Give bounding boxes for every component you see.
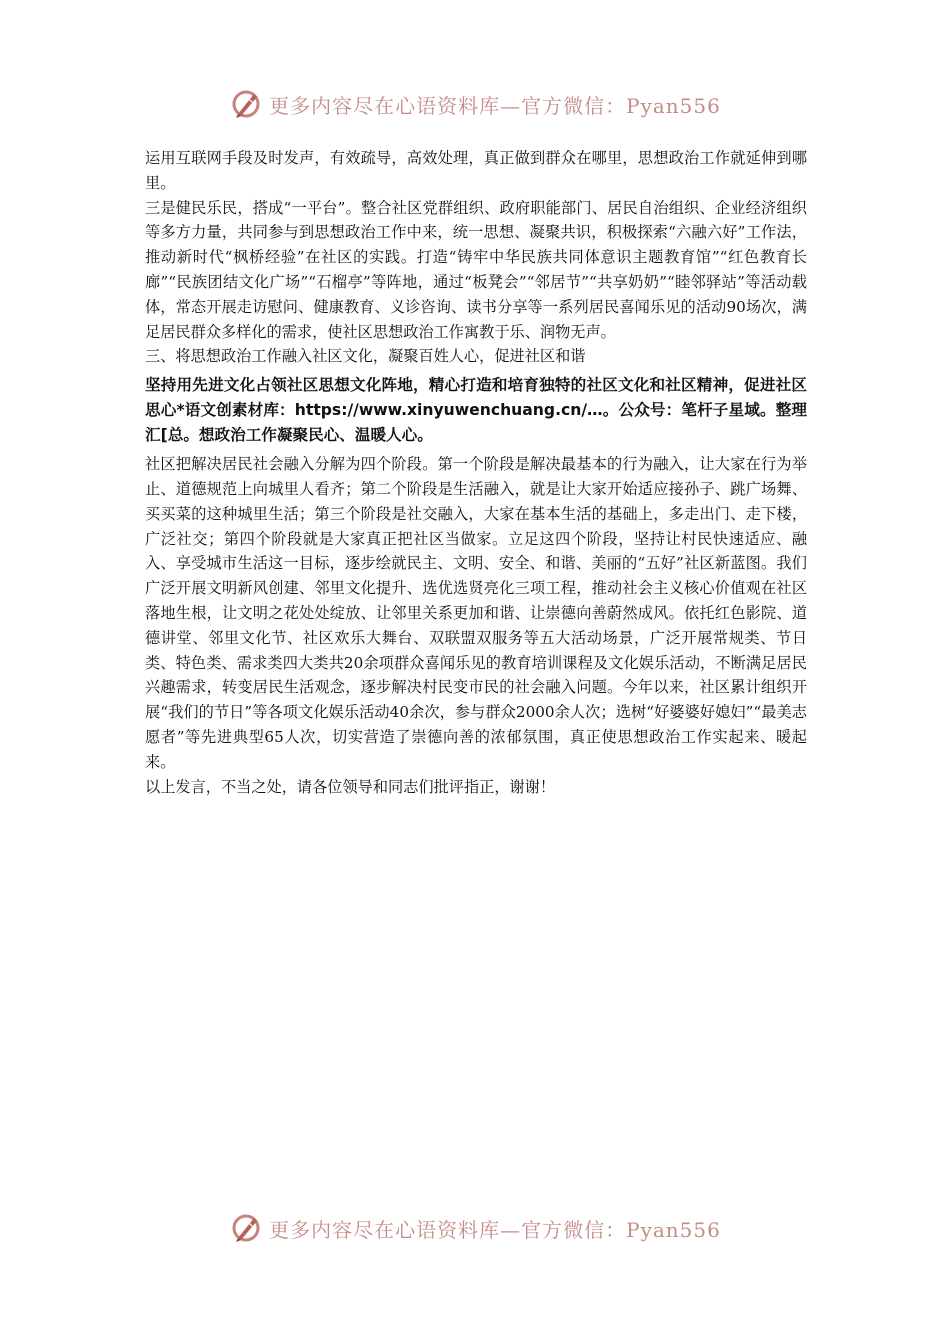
paragraph-continuation: 运用互联网手段及时发声，有效疏导，高效处理，真正做到群众在哪里，思想政治工作就延伸到哪里。 (145, 149, 807, 192)
paragraph-four-stages: 社区把解决居民社会融入分解为四个阶段。第一个阶段是解决最基本的行为融入，让大家在行为举止、道德规范上向城里人看齐；第二个阶段是生活融入，就是让大家开始适应接孙子、跳广场舞、买买菜的这种城里生活；第三个阶段是社交融入，大家在基本生活的基础上，多走出门、走下楼，广泛社交；第四个阶段就是大家真正把社区当做家。立足这四个阶段，坚持让村民快速适应、融入、享受城市生活这一目标，逐步绘就民主、文明、安全、和谐、美丽的“五好”社区新蓝图。我们广泛开展文明新风创建、邻里文化提升、选优选贤亮化三项工程，推动社会主义核心价值观在社区落地生根，让文明之花处处绽放、让邻里关系更加和谐、让崇德向善蔚然成风。依托红色影院、道德讲堂、邻里文化节、社区欢乐大舞台、双联盟双服务等五大活动场景，广泛开展常规类、节日类、特色类、需求类四大类共20余项群众喜闻乐见的教育培训课程及文化娱乐活动，不断满足居民兴趣需求，转变居民生活观念，逐步解决村民变市民的社会融入问题。今年以来，社区累计组织开展“我们的节日”等各项文化娱乐活动40余次，参与群众2000余人次；选树“好婆婆好媳妇”“最美志愿者”等先进典型65人次，切实营造了崇德向善的浓郁氛围，真正使思想政治工作实起来、暖起来。 (145, 455, 807, 771)
section-heading-three: 三、将思想政治工作融入社区文化，凝聚百姓人心，促进社区和谐 (145, 347, 586, 366)
document-body (145, 146, 807, 799)
pen-circle-logo-icon (229, 1211, 263, 1245)
footer-banner (0, 1208, 950, 1248)
paragraph-closing: 以上发言，不当之处，请各位领导和同志们批评指正，谢谢！ (145, 777, 556, 796)
paragraph-point-three: 三是健民乐民，搭成“一平台”。整合社区党群组织、政府职能部门、居民自治组织、企业经济组织等多方力量，共同参与到思想政治工作中来，统一思想、凝聚共识，积极探索“六融六好”工作法，推动新时代“枫桥经验”在社区的实践。打造“铸牢中华民族共同体意识主题教育馆”“红色教育长廊”“民族团结文化广场”“石榴亭”等阵地，通过“板凳会”“邻居节”“共享奶奶”“睦邻驿站”等活动载体，常态开展走访慰问、健康教育、义诊咨询、读书分享等一系列居民喜闻乐见的活动90场次，满足居民群众多样化的需求，使社区思想政治工作寓教于乐、润物无声。 (145, 198, 807, 341)
pen-circle-logo-icon (229, 87, 263, 121)
footer-banner-text: 更多内容尽在心语资料库—官方微信：Pyan556 (269, 1217, 721, 1242)
paragraph-bold-insert: 坚持用先进文化占领社区思想文化阵地，精心打造和培育独特的社区文化和社区精神，促进社区思心*语文创素材库：https://www.xinyuwenchuang.cn/…。公众号：笔杆子星域。整理汇[总。想政治工作凝聚民心、温暖人心。 (145, 376, 807, 445)
header-banner-text: 更多内容尽在心语资料库—官方微信：Pyan556 (269, 93, 721, 118)
header-banner (0, 84, 950, 124)
